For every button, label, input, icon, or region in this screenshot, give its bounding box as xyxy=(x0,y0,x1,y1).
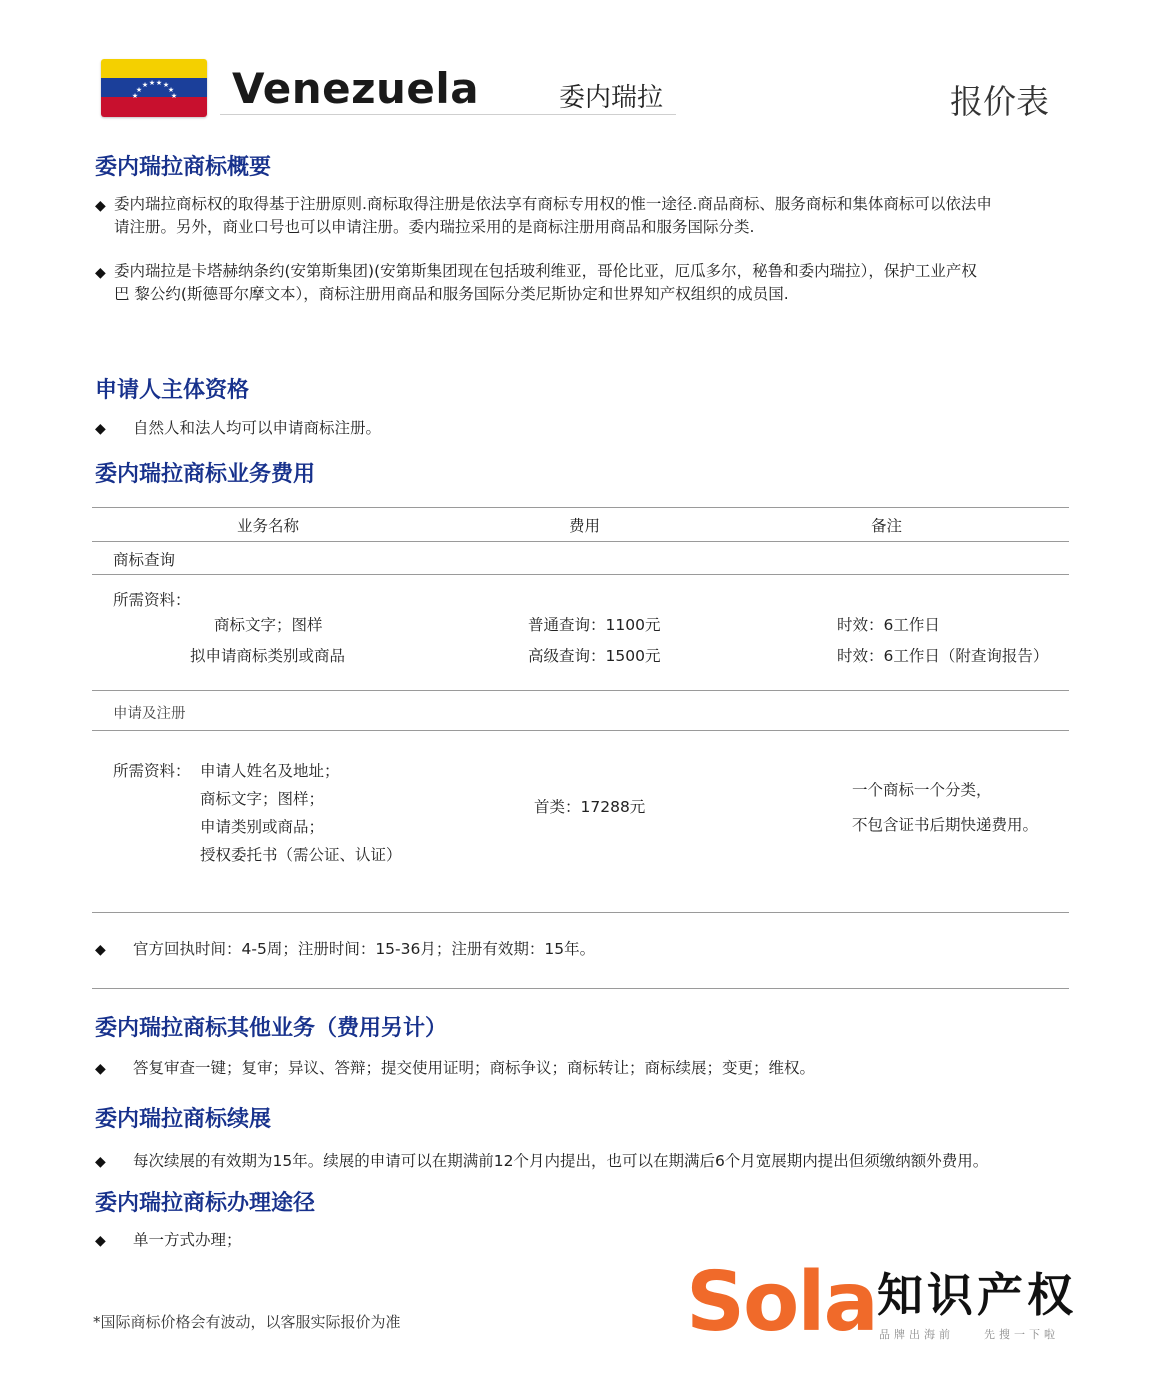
section-title-fees: 委内瑞拉商标业务费用 xyxy=(95,462,316,487)
registration-fee: 首类：17288元 xyxy=(534,798,646,816)
table-header-note: 备注 xyxy=(871,517,903,535)
row-search-name: 商标查询 xyxy=(113,551,176,569)
registration-note-1: 一个商标一个分类， xyxy=(852,781,992,799)
other-services-text: 答复审查一键；复审；异议、答辩；提交使用证明；商标争议；商标转让；商标续展；变更；维权。 xyxy=(133,1059,816,1077)
section-title-other: 委内瑞拉商标其他业务（费用另计） xyxy=(95,1016,448,1041)
section-rule xyxy=(92,988,1069,989)
section-title-renewal: 委内瑞拉商标续展 xyxy=(95,1107,272,1132)
logo-tagline-right: 先搜一下啦 xyxy=(984,1328,1059,1341)
svg-text:★: ★ xyxy=(141,81,149,89)
registration-materials-label: 所需资料： xyxy=(113,762,191,780)
search-note-basic: 时效：6工作日 xyxy=(837,616,940,634)
svg-text:★: ★ xyxy=(170,92,178,100)
header-divider xyxy=(220,114,676,115)
document-type: 报价表 xyxy=(950,82,1049,121)
search-material-1: 商标文字；图样 xyxy=(214,616,323,634)
svg-text:★: ★ xyxy=(167,86,175,94)
logo-tagline-left: 品牌出海前 xyxy=(879,1328,954,1341)
table-rule xyxy=(92,574,1069,575)
table-rule xyxy=(92,690,1069,691)
bullet-icon: ◆ xyxy=(95,1154,106,1170)
overview-p2-line2: 巴 黎公约(斯德哥尔摩文本），商标注册用商品和服务国际分类尼斯协定和世界知产权组织的成员国. xyxy=(114,285,789,303)
logo-ip-text: 知识产权 xyxy=(877,1268,1077,1322)
country-name-en: Venezuela xyxy=(232,64,480,113)
table-header-name: 业务名称 xyxy=(237,517,300,535)
bullet-icon: ◆ xyxy=(95,198,106,214)
search-fee-basic: 普通查询：1100元 xyxy=(528,616,661,634)
search-materials-label: 所需资料： xyxy=(113,591,191,609)
svg-text:★: ★ xyxy=(135,86,143,94)
renewal-text: 每次续展的有效期为15年。续展的申请可以在期满前12个月内提出，也可以在期满后6个月宽展期内提出但须缴纳额外费用。 xyxy=(133,1152,989,1170)
search-note-advanced: 时效：6工作日（附查询报告） xyxy=(837,647,1049,665)
search-material-2: 拟申请商标类别或商品 xyxy=(190,647,346,665)
bullet-icon: ◆ xyxy=(95,942,106,958)
timeline-text: 官方回执时间：4-5周；注册时间：15-36月；注册有效期：15年。 xyxy=(133,940,596,958)
country-name-cn: 委内瑞拉 xyxy=(559,83,664,113)
svg-text:★: ★ xyxy=(148,79,156,87)
overview-p1-line2: 请注册。另外，商业口号也可以申请注册。委内瑞拉采用的是商标注册用商品和服务国际分类. xyxy=(114,218,755,236)
table-header-fee: 费用 xyxy=(569,517,601,535)
registration-material-3: 申请类别或商品； xyxy=(200,818,325,836)
bullet-icon: ◆ xyxy=(95,1233,106,1249)
overview-paragraph-2 xyxy=(114,260,1074,306)
sola-logo: Sola xyxy=(686,1255,877,1350)
svg-text:★: ★ xyxy=(131,92,139,100)
registration-material-4: 授权委托书（需公证、认证） xyxy=(200,846,402,864)
row-registration-name: 申请及注册 xyxy=(113,706,186,722)
price-disclaimer: *国际商标价格会有波动，以客服实际报价为准 xyxy=(93,1313,401,1331)
table-rule xyxy=(92,730,1069,731)
overview-p1-line1: 委内瑞拉商标权的取得基于注册原则.商标取得注册是依法享有商标专用权的惟一途径.商品商标、服务商标和集体商标可以依法申 xyxy=(114,195,992,213)
bullet-icon: ◆ xyxy=(95,265,106,281)
section-title-eligibility: 申请人主体资格 xyxy=(95,378,250,403)
bullet-icon: ◆ xyxy=(95,421,106,437)
eligibility-text: 自然人和法人均可以申请商标注册。 xyxy=(133,419,382,437)
overview-p2-line1: 委内瑞拉是卡塔赫纳条约(安第斯集团)(安第斯集团现在包括玻利维亚，哥伦比亚，厄瓜多尔，秘鲁和委内瑞拉），保护工业产权 xyxy=(114,262,977,280)
registration-note-2: 不包含证书后期快递费用。 xyxy=(852,816,1039,834)
registration-material-2: 商标文字；图样； xyxy=(200,790,325,808)
overview-paragraph-1 xyxy=(114,193,1074,239)
table-top-rule xyxy=(92,507,1069,508)
table-header-rule xyxy=(92,541,1069,542)
search-fee-advanced: 高级查询：1500元 xyxy=(528,647,661,665)
method-text: 单一方式办理； xyxy=(133,1231,242,1249)
section-title-overview: 委内瑞拉商标概要 xyxy=(95,155,272,180)
bullet-icon: ◆ xyxy=(95,1061,106,1077)
table-bottom-rule xyxy=(92,912,1069,913)
svg-text:★: ★ xyxy=(155,79,163,87)
registration-material-1: 申请人姓名及地址； xyxy=(200,762,340,780)
svg-text:★: ★ xyxy=(162,81,170,89)
section-title-method: 委内瑞拉商标办理途径 xyxy=(95,1191,316,1216)
venezuela-flag xyxy=(101,59,207,117)
flag-stars-icon xyxy=(101,59,207,117)
